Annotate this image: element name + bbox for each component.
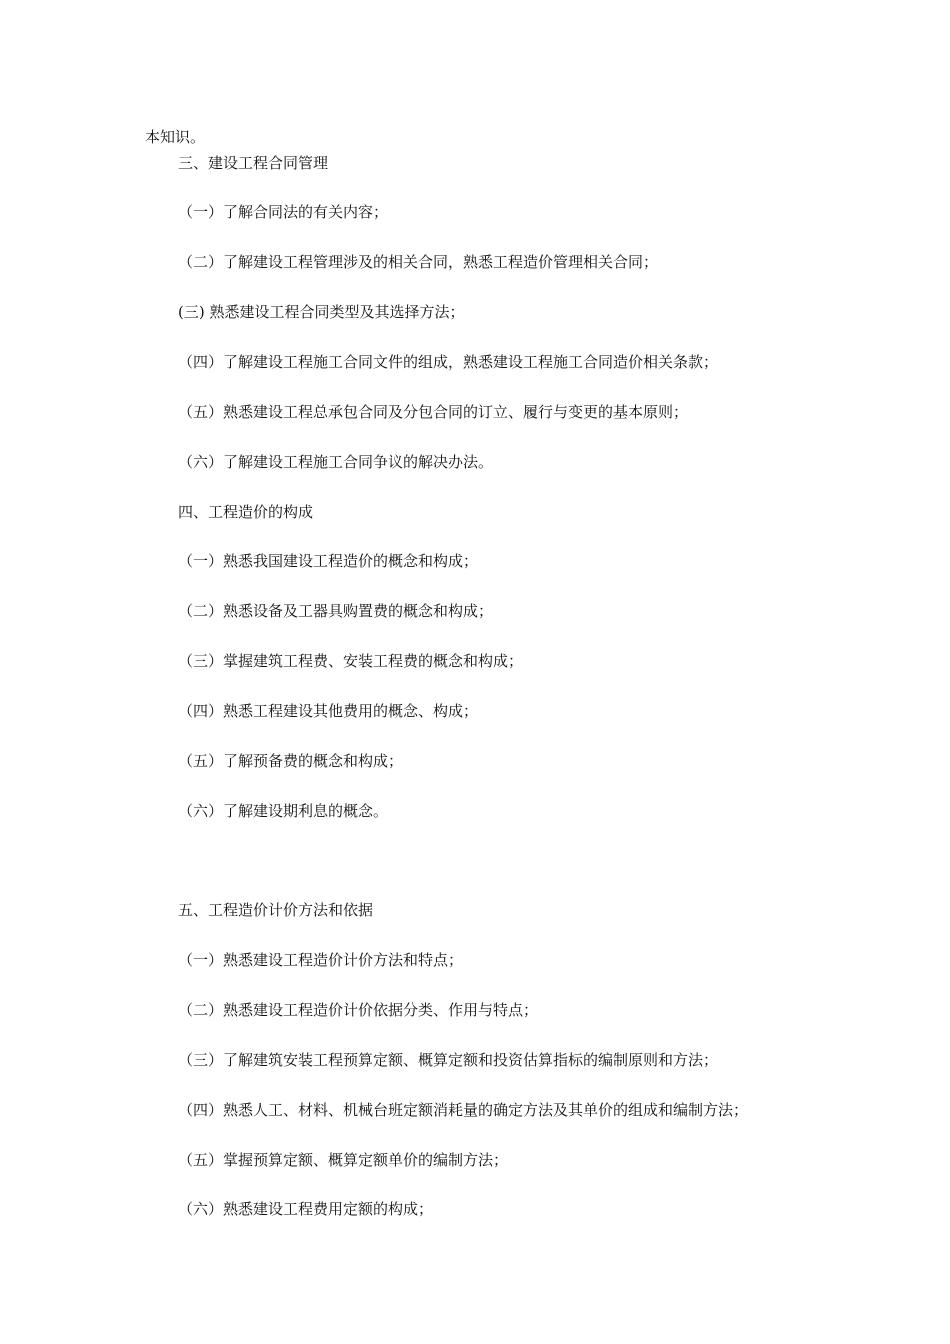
list-item: （一）熟悉建设工程造价计价方法和特点； [178,951,464,969]
list-item: （四）了解建设工程施工合同文件的组成，熟悉建设工程施工合同造价相关条款； [178,353,719,371]
list-item: （三）掌握建筑工程费、安装工程费的概念和构成； [178,652,524,670]
list-item: （五）掌握预算定额、概算定额单价的编制方法； [178,1151,509,1169]
list-item: （二）熟悉设备及工器具购置费的概念和构成； [178,602,494,620]
list-item: （二）了解建设工程管理涉及的相关合同，熟悉工程造价管理相关合同； [178,253,659,271]
list-item: （六）了解建设工程施工合同争议的解决办法。 [178,453,494,471]
list-item: （二）熟悉建设工程造价计价依据分类、作用与特点； [178,1001,539,1019]
list-item: （一）熟悉我国建设工程造价的概念和构成； [178,552,479,570]
text-line-continuation: 本知识。 [145,128,206,146]
list-item: （四）熟悉人工、材料、机械台班定额消耗量的确定方法及其单价的组成和编制方法； [178,1101,749,1119]
list-item: （五）熟悉建设工程总承包合同及分包合同的订立、履行与变更的基本原则； [178,403,689,421]
list-item: (三) 熟悉建设工程合同类型及其选择方法； [178,303,465,321]
section-heading-4: 四、工程造价的构成 [178,503,314,521]
section-heading-5: 五、工程造价计价方法和依据 [178,901,374,919]
list-item: （五）了解预备费的概念和构成； [178,752,404,770]
list-item: （四）熟悉工程建设其他费用的概念、构成； [178,702,479,720]
list-item: （六）了解建设期利息的概念。 [178,802,389,820]
list-item: （六）熟悉建设工程费用定额的构成； [178,1200,434,1218]
list-item: （三）了解建筑安装工程预算定额、概算定额和投资估算指标的编制原则和方法； [178,1051,719,1069]
list-item: （一）了解合同法的有关内容； [178,203,389,221]
section-heading-3: 三、建设工程合同管理 [178,154,329,172]
